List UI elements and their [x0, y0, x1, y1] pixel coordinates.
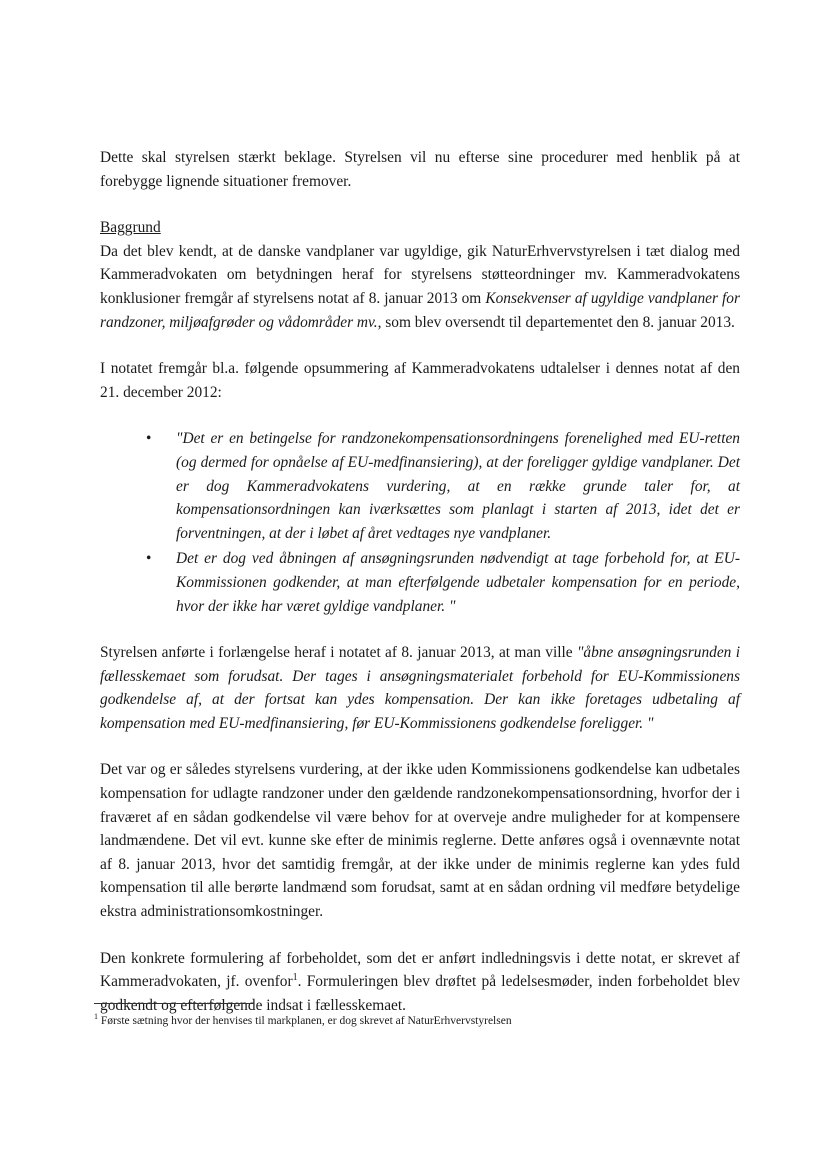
quote-text: Det er dog ved åbningen af ansøgningsrunden nødvendigt at tage forbehold for, at EU-Kommissionen godkender, at man efterfølgende udbetaler kompensation for en periode, hvor der ikke har været gyldige vandplaner. " — [176, 550, 740, 615]
background-text-end: , som blev oversendt til departementet den 8. januar 2013. — [377, 313, 735, 331]
reservation-quote: "åbne ansøgningsrunden i fællesskemaet som forudsat. Der tages i ansøgningsmaterialet forbehold for EU-Kommissionens godkendelse af, at der fortsat kan ydes kompensation. Der kan ikke foretages udbetaling af kompensation med EU-medfinansiering, før EU-Kommissionens godkendelse foreligger. " — [100, 644, 740, 732]
summary-intro-paragraph: I notatet fremgår bl.a. følgende opsummering af Kammeradvokatens udtalelser i dennes notat af den 21. december 2012: — [100, 360, 740, 401]
list-item — [146, 547, 740, 618]
wording-text-start: Den konkrete formulering af forbeholdet, som det er anført indledningsvis i dette notat, er skrevet af Kammeradvokaten, jf. ovenfor — [100, 949, 740, 991]
reservation-text: Styrelsen anførte i forlængelse heraf i notatet af 8. januar 2013, at man ville — [100, 644, 577, 662]
footnote — [94, 1013, 512, 1029]
section-heading: Baggrund — [100, 219, 161, 237]
bullet-icon: • — [146, 550, 152, 568]
intro-paragraph: Dette skal styrelsen stærkt beklage. Styrelsen vil nu efterse sine procedurer med henblik på at forebygge lignende situationer fremover. — [100, 149, 740, 190]
footnote-marker: 1 — [94, 1012, 98, 1022]
list-item — [146, 427, 740, 545]
bullet-icon: • — [146, 430, 152, 448]
wording-text-end: . Formuleringen blev drøftet på ledelsesmøder, inden forbeholdet blev godkendt og efterfølgende indsat i fællesskemaet. — [100, 973, 740, 1014]
document-body — [100, 146, 740, 1040]
assessment-paragraph: Det var og er således styrelsens vurdering, at der ikke uden Kommissionens godkendelse kan udbetales kompensation for udlagte randzoner under den gældende randzonekompensationsordning, hvorfor der i fraværet af en sådan godkendelse vil være behov for at overveje andre muligheder for at kompensere landmændene. Det vil evt. kunne ske efter de minimis reglerne. Dette anføres også i ovennævnte notat af 8. januar 2013, hvor det samtidig fremgår, at der ikke under de minimis reglerne kan ydes fuld kompensation til alle berørte landmænd som forudsat, samt at en sådan ordning vil medføre betydelige ekstra administrationsomkostninger. — [100, 761, 740, 921]
footnote-text: Første sætning hvor der henvises til markplanen, er dog skrevet af NaturErhvervstyrelsen — [100, 1015, 512, 1027]
reservation-paragraph — [100, 641, 740, 735]
footnote-divider — [94, 1003, 254, 1004]
wording-paragraph — [100, 947, 740, 1018]
quote-text: "Det er en betingelse for randzonekompensationsordningens forenelighed med EU-retten (og dermed for opnåelse af EU-medfinansiering), at der foreligger gyldige vandplaner. Det er dog Kammeradvokatens vurdering, at en række grunde taler for, at kompensationsordningen kan iværksættes som planlagt i starten af 2013, idet det er forventningen, at der i løbet af året vedtages nye vandplaner. — [176, 430, 740, 542]
memo-title: Konsekvenser af ugyldige vandplaner for randzoner, miljøafgrøder og vådområder mv. — [100, 289, 740, 331]
background-text-start: Da det blev kendt, at de danske vandplaner var ugyldige, gik NaturErhvervstyrelsen i tæt dialog med Kammeradvokaten om betydningen heraf for styrelsens støtteordninger mv. Kammeradvokatens konklusioner fremgår af styrelsens notat af 8. januar 2013 om — [100, 242, 740, 307]
quote-list — [100, 427, 740, 618]
background-section — [100, 216, 740, 334]
footnote-reference[interactable]: 1 — [292, 972, 298, 984]
